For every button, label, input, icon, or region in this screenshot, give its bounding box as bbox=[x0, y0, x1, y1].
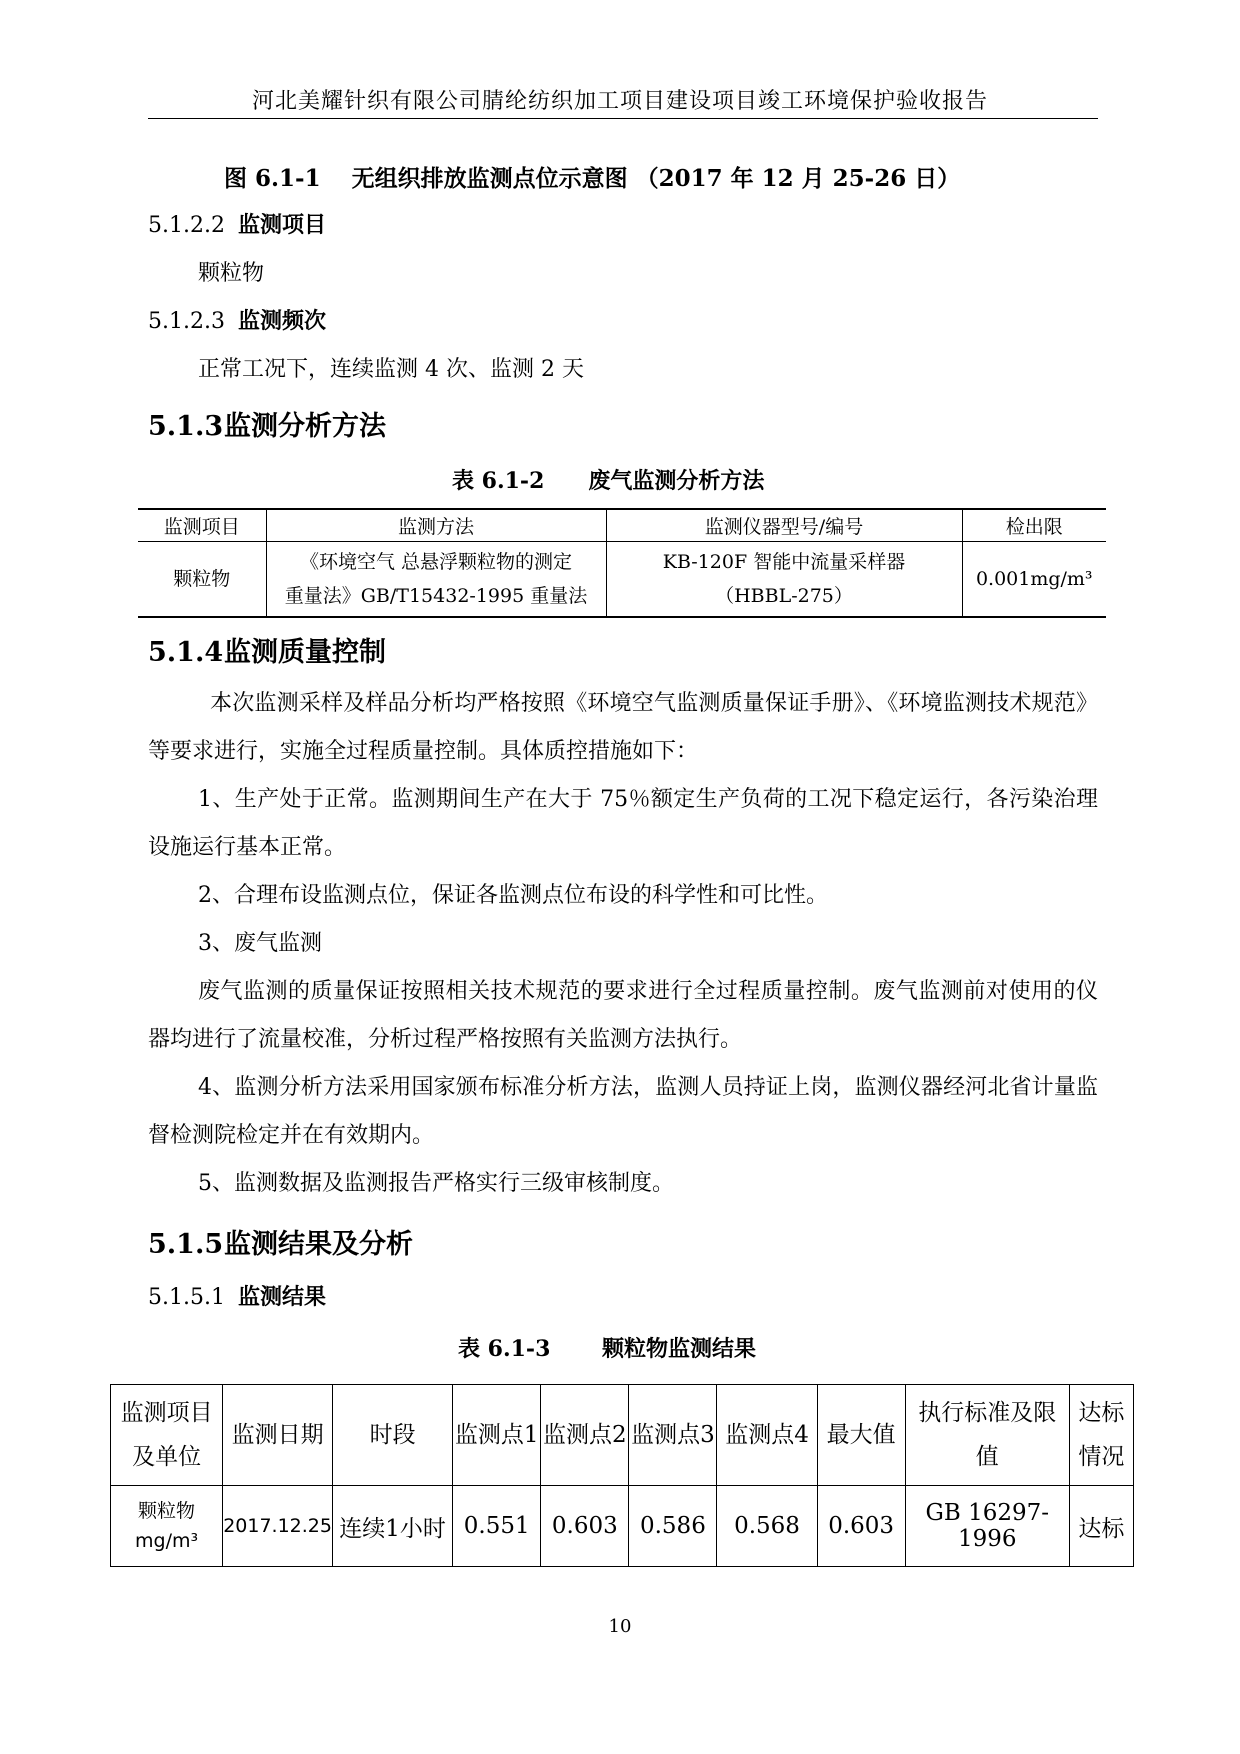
header-point-2: 监测点2 bbox=[541, 1385, 629, 1486]
table-row bbox=[111, 1486, 1134, 1567]
table-cell-instrument bbox=[606, 542, 962, 618]
heading-title: 监测项目 bbox=[238, 212, 327, 238]
method-line: 《环境空气 总悬浮颗粒物的测定 bbox=[299, 551, 573, 573]
heading-5-1-3 bbox=[148, 404, 386, 443]
table-row bbox=[138, 542, 1106, 618]
heading-title: 监测结果 bbox=[238, 1284, 327, 1310]
header-compliance bbox=[1069, 1385, 1133, 1486]
heading-number: 5.1.5 bbox=[148, 1229, 224, 1260]
header-line: 达标 bbox=[1078, 1400, 1125, 1426]
qc-paragraph-1: 1、生产处于正常。监测期间生产在大于 75％额定生产负荷的工况下稳定运行，各污染治理设施运行基本正常。 bbox=[148, 787, 1098, 860]
heading-number: 5.1.2.2 bbox=[148, 213, 225, 238]
header-line: 执行标准及限 bbox=[918, 1400, 1057, 1426]
heading-title: 监测质量控制 bbox=[224, 637, 386, 668]
table-methods-caption: 表 6.1-2 废气监测分析方法 bbox=[452, 468, 765, 494]
table-cell-method bbox=[266, 542, 606, 618]
header-standard bbox=[905, 1385, 1069, 1486]
header-period: 时段 bbox=[333, 1385, 453, 1486]
results-table bbox=[110, 1384, 1134, 1567]
header-line: 情况 bbox=[1078, 1444, 1125, 1470]
table-header-cell: 检出限 bbox=[962, 509, 1106, 542]
qc-paragraph-2: 2、合理布设监测点位，保证各监测点位布设的科学性和可比性。 bbox=[198, 883, 828, 908]
cell-line: mg/m³ bbox=[135, 1530, 199, 1552]
header-item-unit bbox=[111, 1385, 223, 1486]
heading-5-1-4 bbox=[148, 630, 386, 669]
cell-standard: GB 16297-1996 bbox=[905, 1486, 1069, 1567]
cell-period: 连续1小时 bbox=[333, 1486, 453, 1567]
cell-point-4: 0.568 bbox=[717, 1486, 817, 1567]
qc-paragraph-3-detail: 废气监测的质量保证按照相关技术规范的要求进行全过程质量控制。废气监测前对使用的仪器均进行了流量校准，分析过程严格按照有关监测方法执行。 bbox=[148, 979, 1098, 1052]
instrument-line: （HBBL-275） bbox=[715, 585, 853, 607]
page-number: 10 bbox=[608, 1616, 632, 1637]
monitoring-item-text: 颗粒物 bbox=[198, 261, 265, 286]
heading-5-1-5-1 bbox=[148, 1280, 326, 1311]
heading-number: 5.1.5.1 bbox=[148, 1285, 225, 1310]
table-header-row bbox=[111, 1385, 1134, 1486]
instrument-line: KB-120F 智能中流量采样器 bbox=[662, 551, 906, 573]
table-cell-limit: 0.001mg/m³ bbox=[962, 542, 1106, 618]
figure-caption: 图 6.1-1 无组织排放监测点位示意图 （2017 年 12 月 25-26 日） bbox=[224, 165, 961, 192]
qc-paragraph-5: 5、监测数据及监测报告严格实行三级审核制度。 bbox=[198, 1171, 674, 1196]
header-line: 及单位 bbox=[132, 1444, 202, 1470]
cell-item-unit bbox=[111, 1486, 223, 1567]
heading-title: 监测频次 bbox=[238, 308, 327, 334]
cell-max: 0.603 bbox=[817, 1486, 905, 1567]
table-header-cell: 监测项目 bbox=[138, 509, 266, 542]
heading-5-1-5 bbox=[148, 1222, 413, 1261]
header-point-4: 监测点4 bbox=[717, 1385, 817, 1486]
qc-paragraph-4: 4、监测分析方法采用国家颁布标准分析方法，监测人员持证上岗，监测仪器经河北省计量监督检测院检定并在有效期内。 bbox=[148, 1075, 1098, 1148]
header-line: 值 bbox=[975, 1444, 999, 1470]
methods-table bbox=[138, 508, 1106, 618]
header-point-1: 监测点1 bbox=[453, 1385, 541, 1486]
qc-paragraph-3: 3、废气监测 bbox=[198, 931, 322, 956]
cell-line: 颗粒物 bbox=[138, 1500, 196, 1522]
cell-date: 2017.12.25 bbox=[223, 1486, 333, 1567]
table-header-row bbox=[138, 509, 1106, 542]
header-point-3: 监测点3 bbox=[629, 1385, 717, 1486]
header-date: 监测日期 bbox=[223, 1385, 333, 1486]
heading-title: 监测分析方法 bbox=[224, 411, 386, 442]
heading-title: 监测结果及分析 bbox=[224, 1229, 413, 1260]
heading-5-1-2-3 bbox=[148, 304, 326, 335]
table-header-cell: 监测方法 bbox=[266, 509, 606, 542]
monitoring-frequency-text: 正常工况下，连续监测 4 次、监测 2 天 bbox=[198, 357, 584, 382]
header-divider bbox=[148, 118, 1098, 119]
header-line: 监测项目 bbox=[120, 1400, 213, 1426]
heading-number: 5.1.2.3 bbox=[148, 309, 225, 334]
cell-compliance: 达标 bbox=[1069, 1486, 1133, 1567]
cell-point-3: 0.586 bbox=[629, 1486, 717, 1567]
cell-point-1: 0.551 bbox=[453, 1486, 541, 1567]
header-max: 最大值 bbox=[817, 1385, 905, 1486]
cell-point-2: 0.603 bbox=[541, 1486, 629, 1567]
page-header-title: 河北美耀针织有限公司腈纶纺织加工项目建设项目竣工环境保护验收报告 bbox=[251, 89, 988, 114]
table-header-cell: 监测仪器型号/编号 bbox=[606, 509, 962, 542]
heading-number: 5.1.3 bbox=[148, 411, 224, 442]
heading-number: 5.1.4 bbox=[148, 637, 224, 668]
heading-5-1-2-2 bbox=[148, 208, 326, 239]
method-line: 重量法》GB/T15432-1995 重量法 bbox=[284, 585, 588, 607]
table-results-caption: 表 6.1-3 颗粒物监测结果 bbox=[458, 1336, 757, 1362]
table-cell-item: 颗粒物 bbox=[138, 542, 266, 618]
qc-paragraph-intro: 本次监测采样及样品分析均严格按照《环境空气监测质量保证手册》、《环境监测技术规范》等要求进行，实施全过程质量控制。具体质控措施如下： bbox=[148, 691, 1098, 764]
